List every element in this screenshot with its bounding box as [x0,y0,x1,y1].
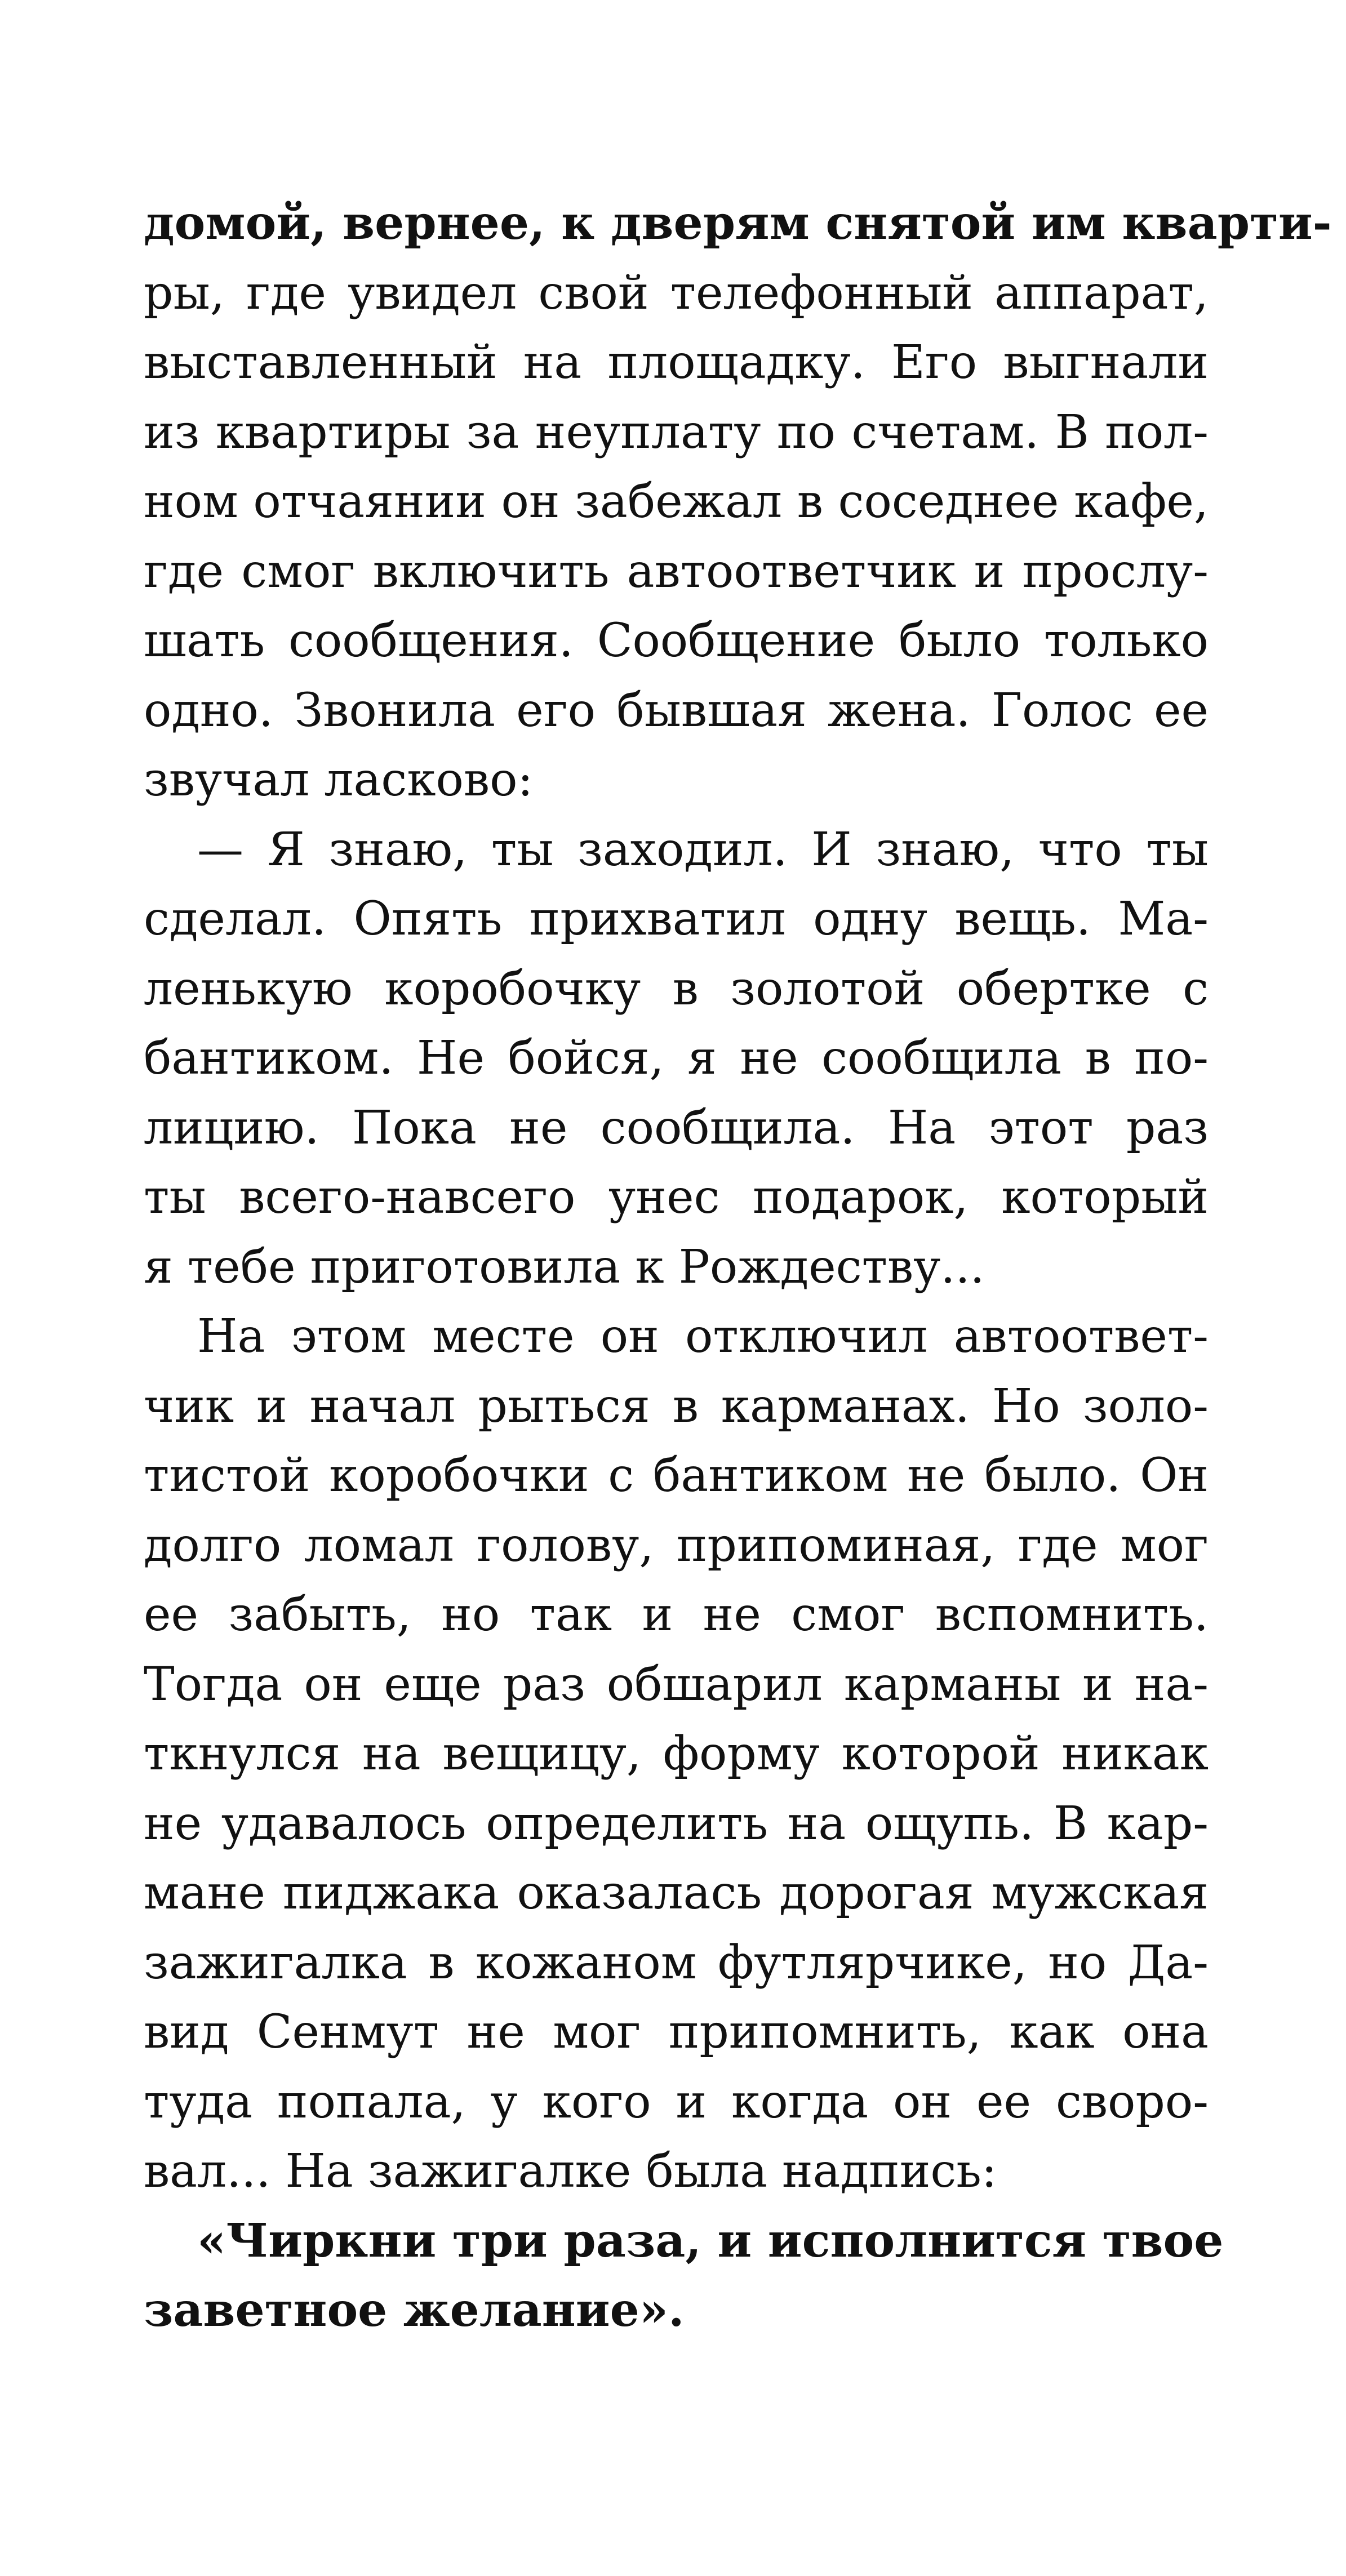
text-line: долго ломал голову, припоминая, где мог [144,1518,1209,1572]
text-line: одно. Звонила его бывшая жена. Голос ее [144,683,1209,737]
text-line: сделал. Опять прихватил одну вещь. Ма- [144,892,1209,946]
paragraph-2 [144,815,1209,1302]
text-line: где смог включить автоответчик и прослу- [144,544,1209,598]
text-line: вал... На зажигалке была надпись: [144,2145,997,2198]
text-line: из квартиры за неуплату по счетам. В пол- [144,405,1209,459]
paragraph-4-inscription [144,2206,1224,2346]
text-line: лицию. Пока не сообщила. На этот раз [144,1101,1209,1155]
text-line: заветное желание». [144,2283,685,2337]
text-line: зажигалка в кожаном футлярчике, но Да- [144,1936,1209,1990]
text-line: туда попала, у кого и когда он ее своро- [144,2075,1209,2129]
book-page [144,189,1332,2346]
paragraph-1 [144,189,1332,815]
text-line: шать сообщения. Сообщение было только [144,614,1209,668]
text-line: тистой коробочки с бантиком не было. Он [144,1449,1209,1502]
text-line: ты всего-навсего унес подарок, который [144,1171,1209,1224]
text-line: домой, вернее, к дверям снятой им кварти- [144,196,1332,250]
text-line: — Я знаю, ты заходил. И знаю, что ты [197,822,1209,877]
text-line: ткнулся на вещицу, форму которой никак [144,1727,1209,1781]
text-line: ленькую коробочку в золотой обертке с [144,962,1209,1016]
text-line: Тогда он еще раз обшарил карманы и на- [144,1657,1209,1711]
text-line: не удавалось определить на ощупь. В кар- [144,1796,1209,1850]
paragraph-3 [144,1302,1209,2206]
text-line: На этом месте он отключил автоответ- [197,1310,1209,1363]
text-line: ном отчаянии он забежал в соседнее кафе, [144,475,1209,528]
text-line: мане пиджака оказалась дорогая мужская [144,1866,1209,1920]
text-line: я тебе приготовила к Рождеству... [144,1240,985,1294]
text-line: вид Сенмут не мог припомнить, как она [144,2005,1209,2059]
text-line: ее забыть, но так и не смог вспомнить. [144,1588,1209,1641]
text-line: чик и начал рыться в карманах. Но золо- [144,1379,1209,1433]
text-line: «Чиркни три раза, и исполнится твое [197,2213,1224,2268]
text-line: выставленный на площадку. Его выгнали [144,336,1209,389]
text-line: звучал ласково: [144,753,534,807]
text-line: бантиком. Не бойся, я не сообщила в по- [144,1031,1209,1085]
text-line: ры, где увидел свой телефонный аппарат, [144,266,1209,320]
